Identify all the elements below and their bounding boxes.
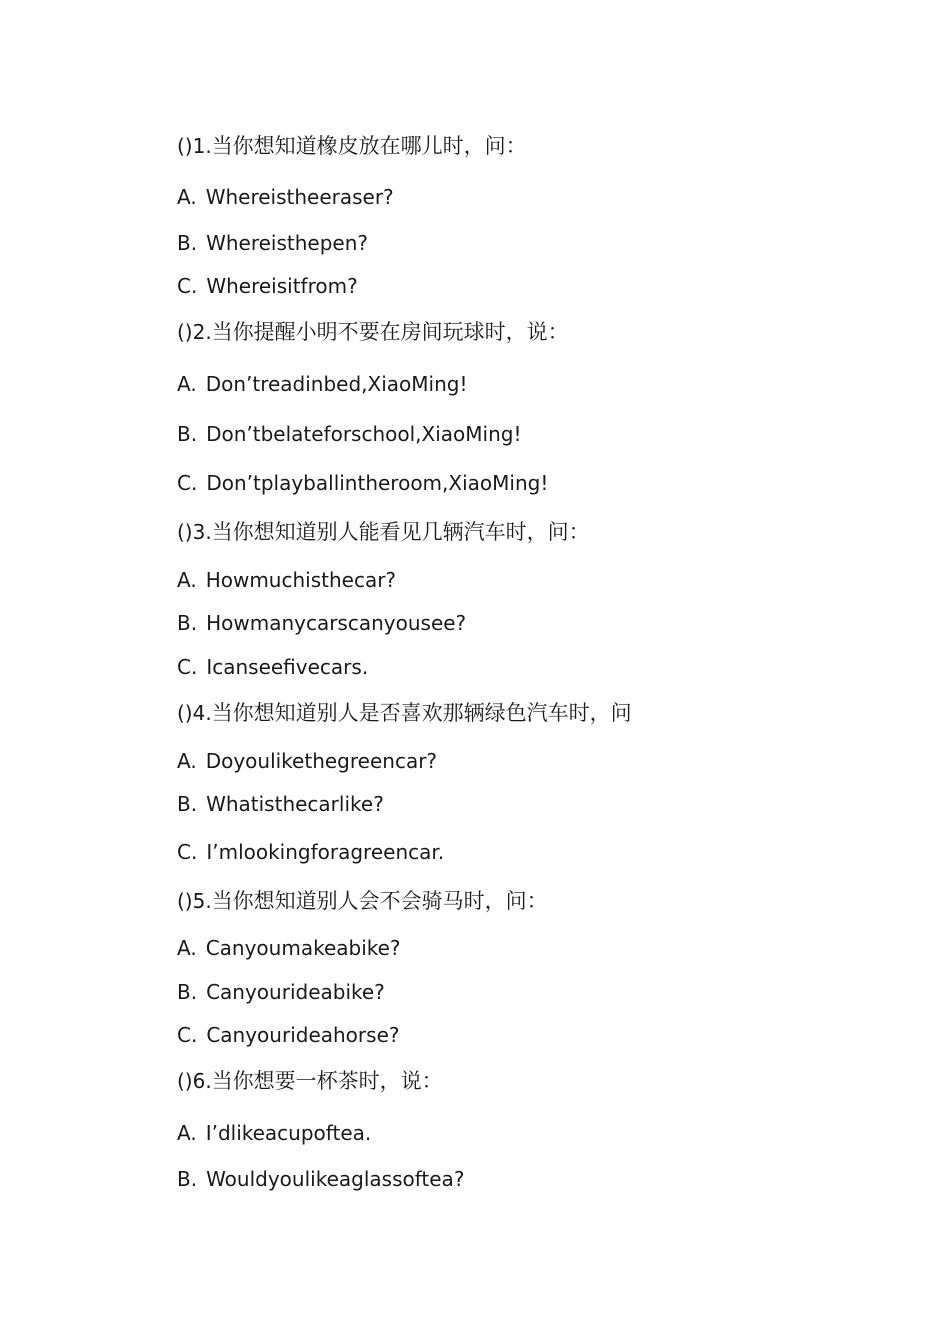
option-5c (177, 1023, 399, 1047)
question-prompt: 当你想要一杯茶时，说： (211, 1069, 443, 1093)
option-6a (177, 1121, 371, 1145)
option-text: Whereistheeraser? (205, 185, 394, 209)
question-prompt: 当你想知道别人是否喜欢那辆绿色汽车时，问 (211, 701, 632, 725)
question-3 (177, 520, 590, 544)
option-text: I’mlookingforagreencar. (206, 840, 445, 864)
question-6 (177, 1069, 443, 1093)
option-4a (177, 749, 437, 773)
question-prompt: 当你想知道别人能看见几辆汽车时，问： (211, 520, 590, 544)
option-text: Whatisthecarlike? (206, 792, 384, 816)
option-5a (177, 936, 401, 960)
option-letter: A. (177, 568, 197, 592)
option-letter: B. (177, 980, 198, 1004)
option-text: Doyoulikethegreencar? (205, 749, 438, 773)
option-letter: B. (177, 422, 198, 446)
option-text: Canyourideabike? (206, 980, 385, 1004)
option-text: Don’tplayballintheroom,XiaoMing! (206, 471, 549, 495)
option-text: Wouldyoulikeaglassoftea? (206, 1167, 465, 1191)
option-5b (177, 980, 385, 1004)
option-2b (177, 422, 521, 446)
option-letter: A. (177, 1121, 197, 1145)
question-number: ()2. (177, 320, 212, 344)
question-number: ()4. (177, 701, 212, 725)
question-number: ()1. (177, 134, 212, 158)
question-prompt: 当你想知道橡皮放在哪儿时，问： (211, 134, 527, 158)
question-5 (177, 889, 548, 913)
option-text: Icanseefivecars. (206, 655, 369, 679)
option-2c (177, 471, 548, 495)
option-2a (177, 372, 467, 396)
option-4b (177, 792, 384, 816)
option-letter: A. (177, 372, 197, 396)
option-text: Don’tbelateforschool,XiaoMing! (206, 422, 522, 446)
option-text: Whereisthepen? (206, 231, 369, 255)
option-text: Canyoumakeabike? (205, 936, 401, 960)
option-letter: C. (177, 471, 198, 495)
option-text: Howmanycarscanyousee? (206, 611, 467, 635)
question-number: ()5. (177, 889, 212, 913)
option-3c (177, 655, 368, 679)
option-text: Whereisitfrom? (206, 274, 358, 298)
question-1 (177, 134, 527, 158)
option-text: Don’treadinbed,XiaoMing! (205, 372, 468, 396)
option-text: I’dlikeacupoftea. (205, 1121, 372, 1145)
option-letter: B. (177, 611, 198, 635)
option-1a (177, 185, 394, 209)
option-letter: A. (177, 185, 197, 209)
question-prompt: 当你提醒小明不要在房间玩球时，说： (211, 320, 569, 344)
option-1b (177, 231, 368, 255)
question-prompt: 当你想知道别人会不会骑马时，问： (211, 889, 548, 913)
option-letter: A. (177, 936, 197, 960)
question-2 (177, 320, 569, 344)
option-3a (177, 568, 396, 592)
option-text: Canyourideahorse? (206, 1023, 400, 1047)
option-letter: B. (177, 231, 198, 255)
question-4 (177, 701, 632, 725)
option-letter: B. (177, 1167, 198, 1191)
option-1c (177, 274, 358, 298)
question-number: ()3. (177, 520, 212, 544)
option-letter: C. (177, 274, 198, 298)
option-letter: C. (177, 840, 198, 864)
option-4c (177, 840, 444, 864)
option-letter: B. (177, 792, 198, 816)
option-letter: C. (177, 655, 198, 679)
option-6b (177, 1167, 464, 1191)
option-letter: C. (177, 1023, 198, 1047)
question-number: ()6. (177, 1069, 212, 1093)
option-3b (177, 611, 466, 635)
option-text: Howmuchisthecar? (205, 568, 397, 592)
option-letter: A. (177, 749, 197, 773)
